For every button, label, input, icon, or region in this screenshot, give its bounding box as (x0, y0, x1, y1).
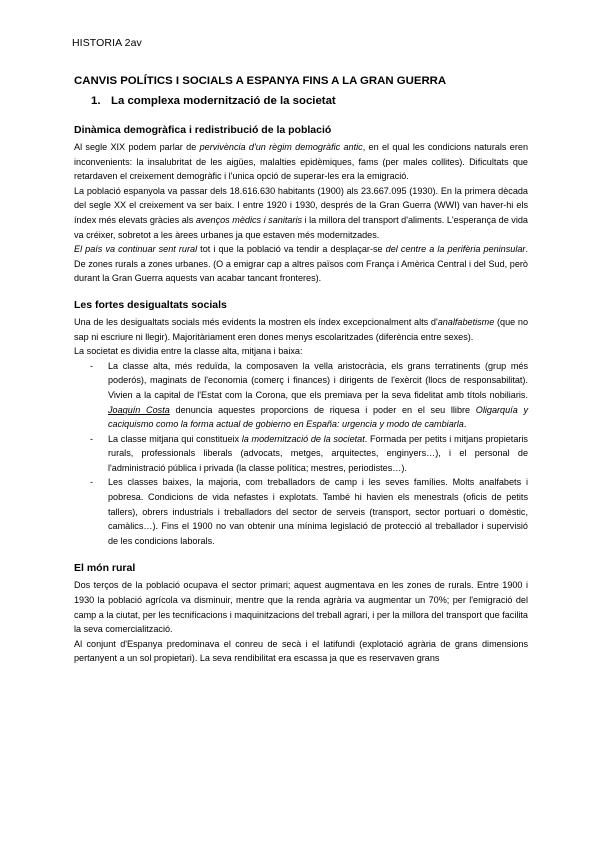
document-body (74, 73, 528, 666)
paragraph-rural-1: Dos terços de la població ocupava el sector primari; aquest augmentava en les zones de rurals. Entre 1900 i 1930 la població agrícola va disminuir, mentre que la renda agrària va augmentar un 70%; per l'emigració del camp a la ciutat, per les tecnificacions i maquinitzacions del treball agrari, i per la millora del transport que facilita la seva comercialització. (74, 580, 528, 635)
paragraph-rural-2: Al conjunt d'Espanya predominava el conreu de secà i el latifundi (explotació agrària de grans dimensions pertanyent a un sol propietari). La seva rendibilitat era escassa ja que es reservaven grans (74, 638, 528, 664)
bullet-classes-baixes (74, 475, 528, 548)
bullet-classe-alta (74, 359, 528, 432)
text-run: (que no sap ni escriure ni llegir). Majoritàriament eren dones menys escolaritzades (diferència entre sexes). (74, 316, 528, 342)
text-run: La classe mitjana qui constitueix (108, 433, 242, 444)
page-header-subject: HISTORIA 2av (72, 37, 142, 49)
text-run: . (463, 419, 467, 430)
text-run: Una de les desigualtats socials més evidents la mostren els índex excepcionalment alts d' (74, 316, 438, 327)
bullet-marker: - (90, 360, 94, 371)
underlined-name: Joaquín Costa (108, 404, 170, 415)
text-run: Les classes baixes, la majoria, com treballadors de camp i les seves famílies. Molts analfabets i pobresa. Condicions de vida nefastes i explotats. També hi havien els menestrals (oficis de petits tallers), obrers industrials i treballadors del sector de serveis (transport, sector portuari o domèstic, camàlics…). Fins el 1900 no van obtenir una mínima legislació de protecció al treballador i supervisió de les condicions laborals. (108, 477, 528, 546)
paragraph-demografia-1 (74, 140, 528, 184)
italic-run: avenços mèdics i sanitaris (195, 214, 303, 225)
italic-run: El país va continuar sent rural (74, 244, 198, 255)
italic-run: pervivència d'un règim demogràfic antic (199, 142, 363, 152)
text-run: . Formada per petits i mitjans propietaris rurals, professionals liberals (advocats, metges, arquitectes, enginyers…), i el personal de l'administració pública i privada (la classe política; mestres, periodistes…). (108, 433, 528, 473)
document-title: CANVIS POLÍTICS I SOCIALS A ESPANYA FINS A LA GRAN GUERRA (74, 75, 447, 87)
paragraph-desigualtats-1 (74, 315, 528, 344)
text-run: , en el qual les condicions naturals eren inconvenients: la insalubritat de les aigües, malalties epidèmiques, fams (per males collites). Dificultats que retardaven el creixement demogràfic i l'unica opció de superar-les era la emigració. (74, 142, 529, 182)
text-run: . De zones rurals a zones urbanes. (O a emigrar cap a altres països com França i Amèrica Central i del Sud, però durant la Gran Guerra aquests van acabar tancant fronteres). (74, 244, 528, 284)
bullet-classe-mitjana (74, 432, 528, 476)
chapter-title: La complexa modernització de la societat (111, 95, 336, 107)
chapter-number: 1. (91, 95, 101, 107)
text-run: i la millora del transport d'aliments. L'esperança de vida va créixer, sobretot a les àrees urbanes ja que estaven més modernitzades. (74, 214, 528, 240)
section-heading-desigualtats: Les fortes desigualtats socials (74, 298, 227, 311)
paragraph-desigualtats-2: La societat es dividia entre la classe alta, mitjana i baixa: (74, 346, 303, 357)
italic-run: la modernització de la societat (241, 433, 365, 444)
text-run: La classe alta, més reduïda, la composaven la vella aristocràcia, els grans terratinents (grup més poderós), maginats de l'economia (comerç i finances) i dirigents de l'exèrcit (llocs de responsabilitat). Vivien a la capital de l'Estat com la Corona, que els premiava per la seva fidelitat amb títols nobiliaris. (108, 360, 528, 400)
chapter-heading (91, 93, 528, 109)
italic-run: analfabetisme (437, 316, 495, 327)
bullet-marker: - (90, 477, 94, 488)
section-heading-demografia: Dinàmica demogràfica i redistribució de la població (74, 124, 332, 136)
book-title: Oligarquía y caciquismo como la forma actual de gobierno en España: urgencia y modo de cambiarla (108, 404, 528, 430)
section-heading-rural: El món rural (74, 562, 136, 575)
text-run: La població espanyola va passar dels 18.616.630 habitants (1900) als 23.667.095 (1930). En la primera dècada del segle XX el creixement va ser baix. I entre 1920 i 1930, després de la Gran Guerra (WWI) van haver-hi els índex més elevats gràcies als (74, 185, 528, 225)
italic-run: del centre a la perifèria peninsular (385, 244, 526, 255)
bullet-marker: - (90, 433, 94, 444)
text-run: Al segle XIX podem parlar de (74, 142, 200, 152)
paragraph-demografia-3 (74, 242, 528, 286)
paragraph-demografia-2 (74, 184, 528, 242)
text-run: tot i que la població va tendir a desplaçar-se (197, 244, 386, 255)
text-run: denuncia aquestes proporcions de riquesa i poder en el seu llibre (169, 404, 476, 415)
